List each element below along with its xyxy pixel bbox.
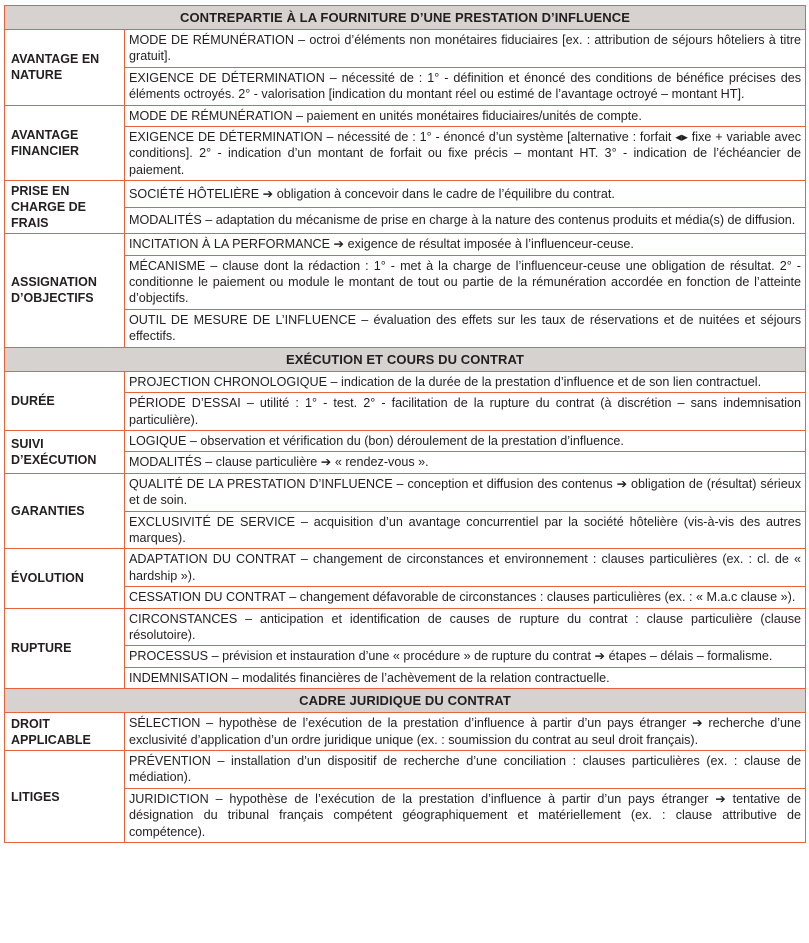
item-text: JURIDICTION – hypothèse de l’exécution de la prestation d’influence à partir d’un pays étranger ➔ tentative de désignation du tribunal français compétent géographiquement et matériellement (ex. : clause attributive de compétence).: [125, 788, 806, 842]
item-text: PÉRIODE D’ESSAI – utilité : 1° - test. 2° - facilitation de la rupture du contrat (à discrétion – sans indemnisation particulière).: [125, 393, 806, 431]
table-row: [5, 430, 806, 451]
category-label: PRISE EN CHARGE DE FRAIS: [5, 181, 125, 234]
item-text: MODALITÉS – adaptation du mécanisme de prise en charge à la nature des contenus produits et média(s) de diffusion.: [125, 207, 806, 234]
table-row: [5, 751, 806, 789]
item-text: EXCLUSIVITÉ DE SERVICE – acquisition d’un avantage concurrentiel par la société hôtelière (vis-à-vis des autres marques).: [125, 511, 806, 549]
item-text: MODE DE RÉMUNÉRATION – octroi d’éléments non monétaires fiduciaires [ex. : attribution de séjours hôteliers à titre gratuit].: [125, 30, 806, 68]
item-text: LOGIQUE – observation et vérification du (bon) déroulement de la prestation d’influence.: [125, 430, 806, 451]
table-row: [5, 234, 806, 255]
section-title: CONTREPARTIE À LA FOURNITURE D’UNE PRESTATION D’INFLUENCE: [5, 6, 806, 30]
item-text: ADAPTATION DU CONTRAT – changement de circonstances et environnement : clauses particulières (ex. : cl. de « hardship »).: [125, 549, 806, 587]
category-label: ASSIGNATION D’OBJECTIFS: [5, 234, 125, 347]
table-row: [5, 549, 806, 587]
section-header-row: [5, 347, 806, 371]
category-label: LITIGES: [5, 751, 125, 843]
table-row: [5, 127, 806, 181]
table-row: [5, 309, 806, 347]
contract-summary-table: [4, 5, 806, 843]
category-label: SUIVI D’EXÉCUTION: [5, 430, 125, 473]
table-row: [5, 393, 806, 431]
item-text: PRÉVENTION – installation d’un dispositif de recherche d’une conciliation : clauses particulières (ex. : clause de médiation).: [125, 751, 806, 789]
table-row: [5, 788, 806, 842]
item-text: PROCESSUS – prévision et instauration d’une « procédure » de rupture du contrat ➔ étapes – délais – formalisme.: [125, 646, 806, 667]
item-text: MÉCANISME – clause dont la rédaction : 1° - met à la charge de l’influenceur-ceuse une obligation de résultat. 2° - conditionne le paiement ou module le montant de tout ou partie de la rémunération accordée en fonction de l’atteinte d’objectifs.: [125, 255, 806, 309]
table-row: [5, 587, 806, 608]
category-label: AVANTAGE EN NATURE: [5, 30, 125, 106]
table-row: [5, 713, 806, 751]
table-row: [5, 105, 806, 126]
category-label: DURÉE: [5, 371, 125, 430]
item-text: OUTIL DE MESURE DE L’INFLUENCE – évaluation des effets sur les taux de réservations et de nuitées et séjours effectifs.: [125, 309, 806, 347]
table-row: [5, 646, 806, 667]
item-text: SÉLECTION – hypothèse de l’exécution de la prestation d’influence à partir d’un pays étranger ➔ recherche d’une exclusivité d’application d’un ordre juridique unique (ex. : soumission du contrat au seul droit français).: [125, 713, 806, 751]
item-text: CESSATION DU CONTRAT – changement défavorable de circonstances : clauses particulières (ex. : « M.a.c clause »).: [125, 587, 806, 608]
category-label: DROIT APPLICABLE: [5, 713, 125, 751]
table-row: [5, 181, 806, 208]
table-row: [5, 608, 806, 646]
item-text: SOCIÉTÉ HÔTELIÈRE ➔ obligation à concevoir dans le cadre de l’équilibre du contrat.: [125, 181, 806, 208]
table-row: [5, 67, 806, 105]
item-text: CIRCONSTANCES – anticipation et identification de causes de rupture du contrat : clause particulière (clause résolutoire).: [125, 608, 806, 646]
section-title: CADRE JURIDIQUE DU CONTRAT: [5, 689, 806, 713]
category-label: AVANTAGE FINANCIER: [5, 105, 125, 181]
table-row: [5, 207, 806, 234]
item-text: MODE DE RÉMUNÉRATION – paiement en unités monétaires fiduciaires/unités de compte.: [125, 105, 806, 126]
item-text: INCITATION À LA PERFORMANCE ➔ exigence de résultat imposée à l’influenceur-ceuse.: [125, 234, 806, 255]
section-title: EXÉCUTION ET COURS DU CONTRAT: [5, 347, 806, 371]
item-text: MODALITÉS – clause particulière ➔ « rendez-vous ».: [125, 452, 806, 473]
category-label: GARANTIES: [5, 473, 125, 549]
category-label: RUPTURE: [5, 608, 125, 689]
table-row: [5, 473, 806, 511]
table-row: [5, 371, 806, 392]
item-text: EXIGENCE DE DÉTERMINATION – nécessité de : 1° - définition et énoncé des conditions de bénéfice précises des éléments octroyés. 2° - valorisation [indication du montant réel ou estimé de l’avantage octroyé – montant HT].: [125, 67, 806, 105]
section-header-row: [5, 6, 806, 30]
item-text: EXIGENCE DE DÉTERMINATION – nécessité de : 1° - énoncé d’un système [alternative : forfait ◂▸ fixe + variable avec conditions]. 2° - indication d’un montant de forfait ou fixe précis – montant HT. 3° - indication de l’échéancier de paiement.: [125, 127, 806, 181]
table-row: [5, 511, 806, 549]
table-body: [5, 6, 806, 843]
item-text: INDEMNISATION – modalités financières de l’achèvement de la relation contractuelle.: [125, 667, 806, 688]
table-row: [5, 667, 806, 688]
table-row: [5, 452, 806, 473]
table-row: [5, 255, 806, 309]
section-header-row: [5, 689, 806, 713]
item-text: QUALITÉ DE LA PRESTATION D’INFLUENCE – conception et diffusion des contenus ➔ obligation de (résultat) sérieux et de soin.: [125, 473, 806, 511]
item-text: PROJECTION CHRONOLOGIQUE – indication de la durée de la prestation d’influence et de son lien contractuel.: [125, 371, 806, 392]
table-row: [5, 30, 806, 68]
category-label: ÉVOLUTION: [5, 549, 125, 608]
